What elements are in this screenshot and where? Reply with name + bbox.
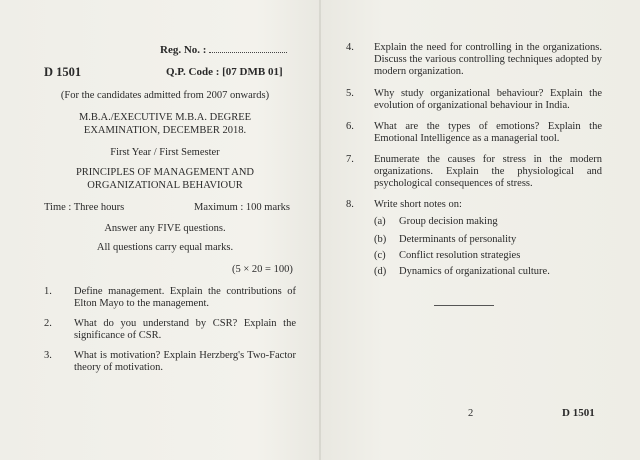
page-number: 2 <box>468 408 474 419</box>
instruction-1: Answer any FIVE questions. <box>104 223 226 234</box>
question-text: Why study organizational behaviour? Explain the evolution of organizational behaviour in India. <box>374 88 602 111</box>
footer-code: D 1501 <box>562 407 595 419</box>
question-text: Enumerate the causes for stress in the modern organizations. Explain the physiological and psychological consequences of stress. <box>374 154 602 189</box>
reg-no-blank <box>209 52 287 53</box>
short-note-text: Determinants of personality <box>399 234 517 245</box>
marks-formula: (5 × 20 = 100) <box>232 264 293 275</box>
exam-line-1: M.B.A./EXECUTIVE M.B.A. DEGREE <box>78 112 252 123</box>
question-number: 5. <box>346 88 354 99</box>
year-semester: First Year / First Semester <box>110 147 220 158</box>
question-text: Explain the need for controlling in the organizations. Discuss the various controlling techniques adopted by modern organization. <box>374 42 602 77</box>
question-number: 3. <box>44 350 52 361</box>
subject-line-1: PRINCIPLES OF MANAGEMENT AND <box>75 167 255 178</box>
question-text: What do you understand by CSR? Explain the significance of CSR. <box>74 318 296 341</box>
short-note-label: (a) <box>374 216 386 227</box>
question-number: 7. <box>346 154 354 165</box>
exam-line-2: EXAMINATION, DECEMBER 2018. <box>83 125 247 136</box>
question-text: Define management. Explain the contributions of Elton Mayo to the management. <box>74 286 296 309</box>
question-number: 2. <box>44 318 52 329</box>
question-text: What are the types of emotions? Explain the Emotional Intelligence as a managerial tool. <box>374 121 602 144</box>
instruction-2: All questions carry equal marks. <box>96 242 234 253</box>
question-text: What is motivation? Explain Herzberg's Two-Factor theory of motivation. <box>74 350 296 373</box>
question-number: 1. <box>44 286 52 297</box>
short-note-text: Conflict resolution strategies <box>399 250 521 261</box>
question-number: 4. <box>346 42 354 53</box>
max-marks: Maximum : 100 marks <box>194 202 290 213</box>
right-page <box>322 0 640 460</box>
exam-time: Time : Three hours <box>44 202 125 213</box>
end-rule <box>434 305 494 306</box>
short-note-text: Group decision making <box>399 216 498 227</box>
qp-code: Q.P. Code : [07 DMB 01] <box>166 66 283 78</box>
question-number: 8. <box>346 199 354 210</box>
short-note-label: (c) <box>374 250 386 261</box>
question-number: 6. <box>346 121 354 132</box>
candidates-note: (For the candidates admitted from 2007 onwards) <box>60 90 270 101</box>
reg-no <box>160 44 287 56</box>
subject-line-2: ORGANIZATIONAL BEHAVIOUR <box>87 180 243 191</box>
reg-no-label: Reg. No. : <box>160 44 207 56</box>
short-note-label: (b) <box>374 234 387 245</box>
paper-code: D 1501 <box>44 65 82 79</box>
short-note-label: (d) <box>374 266 387 277</box>
short-note-text: Dynamics of organizational culture. <box>399 266 550 277</box>
question-text: Write short notes on: <box>374 199 462 210</box>
